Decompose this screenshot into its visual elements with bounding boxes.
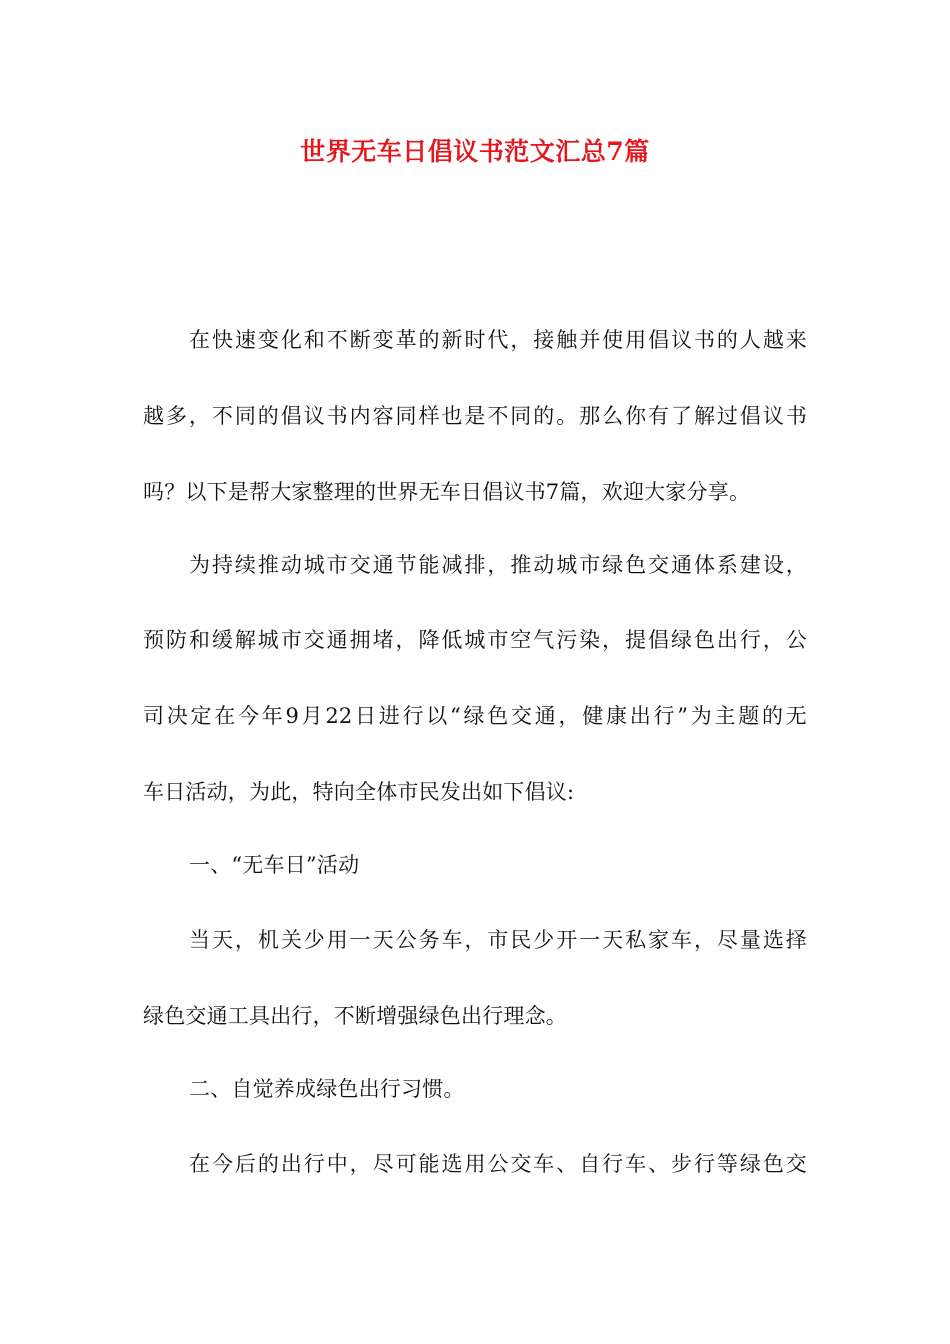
paragraph-line: 预防和缓解城市交通拥堵，降低城市空气污染，提倡绿色出行，公	[143, 628, 807, 652]
paragraph-line: 在快速变化和不断变革的新时代，接触并使用倡议书的人越来	[189, 328, 807, 352]
paragraph-line: 司决定在今年9月22日进行以“绿色交通，健康出行”为主题的无	[143, 704, 807, 728]
paragraph-line: 越多，不同的倡议书内容同样也是不同的。那么你有了解过倡议书	[143, 404, 807, 428]
paragraph-line: 车日活动，为此，特向全体市民发出如下倡议:	[143, 780, 575, 804]
document-title: 世界无车日倡议书范文汇总7篇	[300, 137, 650, 166]
paragraph-line: 绿色交通工具出行，不断增强绿色出行理念。	[143, 1004, 567, 1028]
paragraph-line: 在今后的出行中，尽可能选用公交车、自行车、步行等绿色交	[189, 1152, 807, 1176]
paragraph-line: 当天，机关少用一天公务车，市民少开一天私家车，尽量选择	[189, 928, 807, 952]
section-heading: 二、自觉养成绿色出行习惯。	[189, 1077, 465, 1101]
section-heading: 一、“无车日”活动	[189, 853, 360, 877]
paragraph-line: 吗？以下是帮大家整理的世界无车日倡议书7篇，欢迎大家分享。	[143, 480, 751, 504]
paragraph-line: 为持续推动城市交通节能减排，推动城市绿色交通体系建设，	[189, 553, 807, 577]
